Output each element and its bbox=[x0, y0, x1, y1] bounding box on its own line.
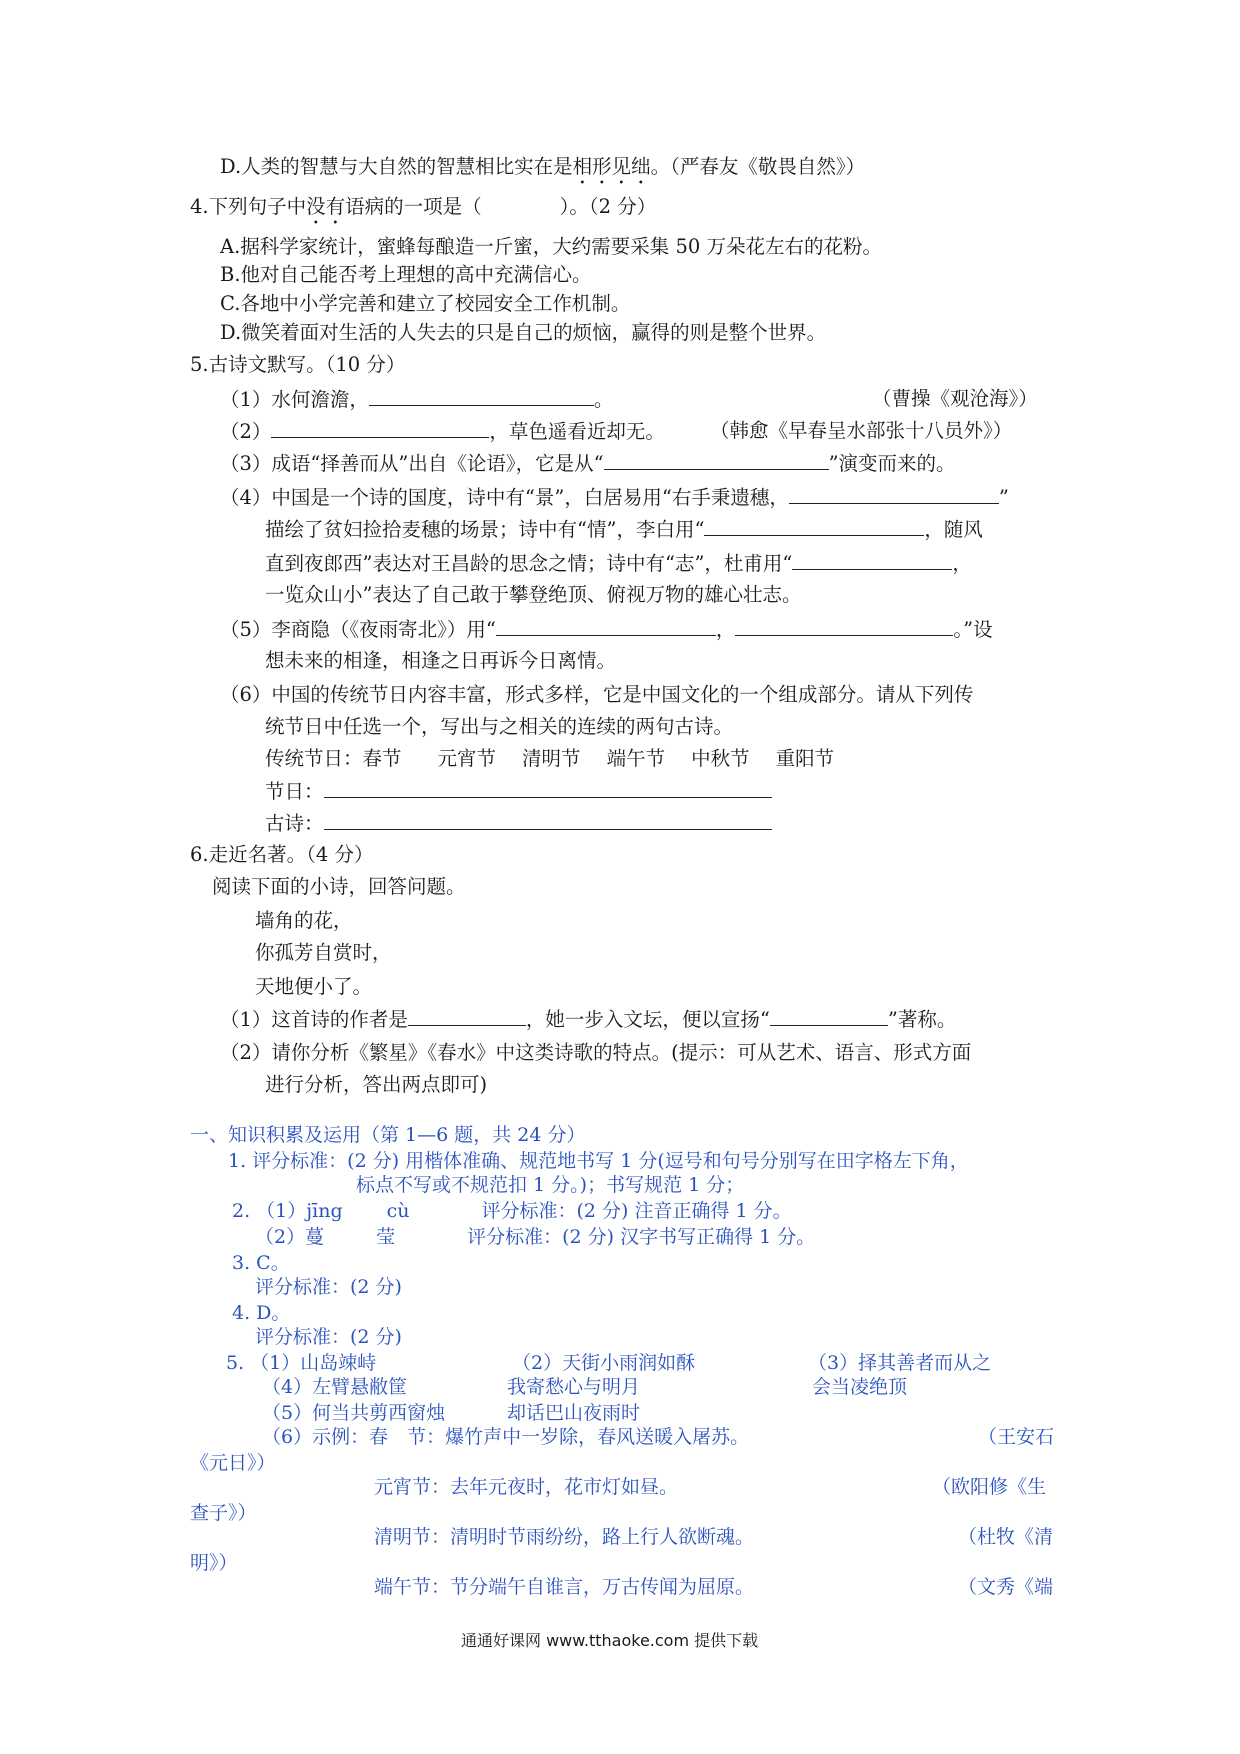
answer-yuanxiao-source-cont: 查子》） bbox=[190, 1502, 257, 1524]
q5-part-1-source: （曹操《观沧海》） bbox=[872, 387, 1038, 410]
festival: 元宵节 bbox=[437, 747, 497, 770]
answer-5-4b: 我寄愁心与明月 bbox=[507, 1376, 641, 1398]
q5-part-4-line3: 直到夜郎西”表达对王昌龄的思念之情；诗中有“志”，杜甫用“ ， bbox=[265, 552, 972, 575]
poem-line: 你孤芳自赏时， bbox=[255, 941, 392, 964]
q6-heading: 6.走近名著。（4 分） bbox=[190, 843, 374, 866]
q4-option-d: D.微笑着面对生活的人失去的只是自己的烦恼，赢得的则是整个世界。 bbox=[220, 321, 827, 344]
emphasis-dotted: 没有 bbox=[306, 195, 346, 218]
q6-intro: 阅读下面的小诗，回答问题。 bbox=[212, 875, 466, 898]
answer-2-line2: （2）蔓 莹 评分标准：(2 分) 汉字书写正确得 1 分。 bbox=[255, 1226, 816, 1248]
q5-part-6-line2: 统节日中任选一个，写出与之相关的连续的两句古诗。 bbox=[265, 715, 734, 738]
answer-5-5: （5）何当共剪西窗烛 bbox=[262, 1402, 446, 1424]
festival: 端午节 bbox=[606, 747, 666, 770]
poem-line: 天地便小了。 bbox=[255, 975, 373, 998]
gushi-line: 古诗： bbox=[265, 810, 772, 837]
answer-4-score: 评分标准：(2 分) bbox=[255, 1326, 402, 1348]
q5-part-1: （1）水何澹澹， 。 bbox=[220, 388, 614, 411]
answer-5-6: （6）示例：春 节：爆竹声中一岁除，春风送暖入屠苏。 bbox=[262, 1426, 750, 1448]
festival: 清明节 bbox=[522, 747, 581, 770]
answer-5-6-source: （王安石 bbox=[978, 1426, 1055, 1448]
answer-5-6-source-cont: 《元日》） bbox=[190, 1452, 276, 1474]
jieri-line: 节日： bbox=[265, 778, 772, 805]
answer-qingming-source: （杜牧《清 bbox=[958, 1526, 1054, 1548]
q5-part-2-source: （韩愈《早春呈水部张十八员外》） bbox=[710, 419, 1013, 442]
q3-option-d: D.人类的智慧与大自然的智慧相比实在是相形见绌。（严春友《敬畏自然》） bbox=[220, 155, 866, 178]
answer-2-line1: 2. （1）jīng cù 评分标准：(2 分) 注音正确得 1 分。 bbox=[232, 1200, 792, 1222]
answer-4: 4. D。 bbox=[232, 1302, 291, 1324]
answer-5-3: （3）择其善者而从之 bbox=[808, 1352, 992, 1374]
answer-yuanxiao-source: （欧阳修《生 bbox=[932, 1476, 1047, 1498]
answer-yuanxiao: 元宵节：去年元夜时，花市灯如昼。 bbox=[374, 1476, 679, 1498]
festival: 春节 bbox=[362, 747, 402, 770]
q6-sub-1: （1）这首诗的作者是 ，她一步入文坛，便以宣扬“ ”著称。 bbox=[220, 1008, 957, 1031]
q6-sub-2-line2: 进行分析，答出两点即可) bbox=[265, 1073, 488, 1096]
q5-part-2: （2） ，草色遥看近却无。 bbox=[220, 420, 665, 443]
answer-5-5b: 却话巴山夜雨时 bbox=[507, 1402, 641, 1424]
q4-option-a: A.据科学家统计，蜜蜂每酿造一斤蜜，大约需要采集 50 万朵花左右的花粉。 bbox=[220, 235, 882, 258]
festival: 重阳节 bbox=[775, 747, 835, 770]
emphasis-dotted: 相形见绌 bbox=[572, 155, 651, 178]
answer-5-4: （4）左臂悬敝筐 bbox=[262, 1376, 408, 1398]
answer-1-line1: 1. 评分标准：(2 分) 用楷体准确、规范地书写 1 分(逗号和句号分别写在田字格左下角， bbox=[228, 1150, 969, 1172]
answer-3: 3. C。 bbox=[232, 1252, 290, 1274]
answer-3-score: 评分标准：(2 分) bbox=[255, 1276, 402, 1298]
q6-sub-2-line1: （2）请你分析《繁星》《春水》中这类诗歌的特点。(提示：可从艺术、语言、形式方面 bbox=[220, 1041, 972, 1064]
answer-1-line2: 标点不写或不规范扣 1 分。)；书写规范 1 分； bbox=[356, 1174, 745, 1196]
q5-part-3: （3）成语“择善而从”出自《论语》，它是从“ ”演变而来的。 bbox=[220, 452, 956, 475]
poem-line: 墙角的花， bbox=[255, 909, 353, 932]
page-footer: 通通好课网 www.tthaoke.com 提供下载 bbox=[461, 1631, 759, 1650]
q5-part-6-line1: （6）中国的传统节日内容丰富，形式多样，它是中国文化的一个组成部分。请从下列传 bbox=[220, 683, 974, 706]
answer-5-4c: 会当凌绝顶 bbox=[812, 1376, 908, 1398]
q4-option-b: B.他对自己能否考上理想的高中充满信心。 bbox=[220, 263, 592, 286]
q5-heading: 5.古诗文默写。（10 分） bbox=[190, 353, 406, 376]
festival: 中秋节 bbox=[691, 747, 750, 770]
q5-part-4-line1: （4）中国是一个诗的国度，诗中有“景”，白居易用“右手秉遗穗， ” bbox=[220, 486, 1009, 509]
q4-heading: 4.下列句子中没有语病的一项是（ ）。（2 分） bbox=[190, 195, 657, 218]
answer-5-2: （2）天街小雨润如酥 bbox=[512, 1352, 696, 1374]
q5-part-4-line2: 描绘了贫妇捡拾麦穗的场景；诗中有“情”，李白用“ ，随风 bbox=[265, 518, 983, 541]
answer-5-1: 5. （1）山岛竦峙 bbox=[226, 1352, 377, 1374]
answer-duanwu-source: （文秀《端 bbox=[958, 1576, 1054, 1598]
answer-qingming: 清明节：清明时节雨纷纷，路上行人欲断魂。 bbox=[374, 1526, 755, 1548]
q5-part-5-line2: 想未来的相逢，相逢之日再诉今日离情。 bbox=[265, 649, 617, 672]
q4-option-c: C.各地中小学完善和建立了校园安全工作机制。 bbox=[220, 292, 631, 315]
q5-part-5-line1: （5）李商隐（《夜雨寄北》）用“ ， 。”设 bbox=[220, 618, 993, 641]
festivals-row: 传统节日：春节 元宵节 清明节 端午节 中秋节 重阳节 bbox=[265, 747, 835, 770]
q5-part-4-line4: 一览众山小”表达了自己敢于攀登绝顶、俯视万物的雄心壮志。 bbox=[265, 583, 802, 606]
answer-qingming-source-cont: 明》） bbox=[190, 1552, 238, 1574]
answer-duanwu: 端午节：节分端午自谁言，万古传闻为屈原。 bbox=[374, 1576, 755, 1598]
answers-heading: 一、知识积累及运用（第 1—6 题，共 24 分） bbox=[190, 1124, 586, 1146]
